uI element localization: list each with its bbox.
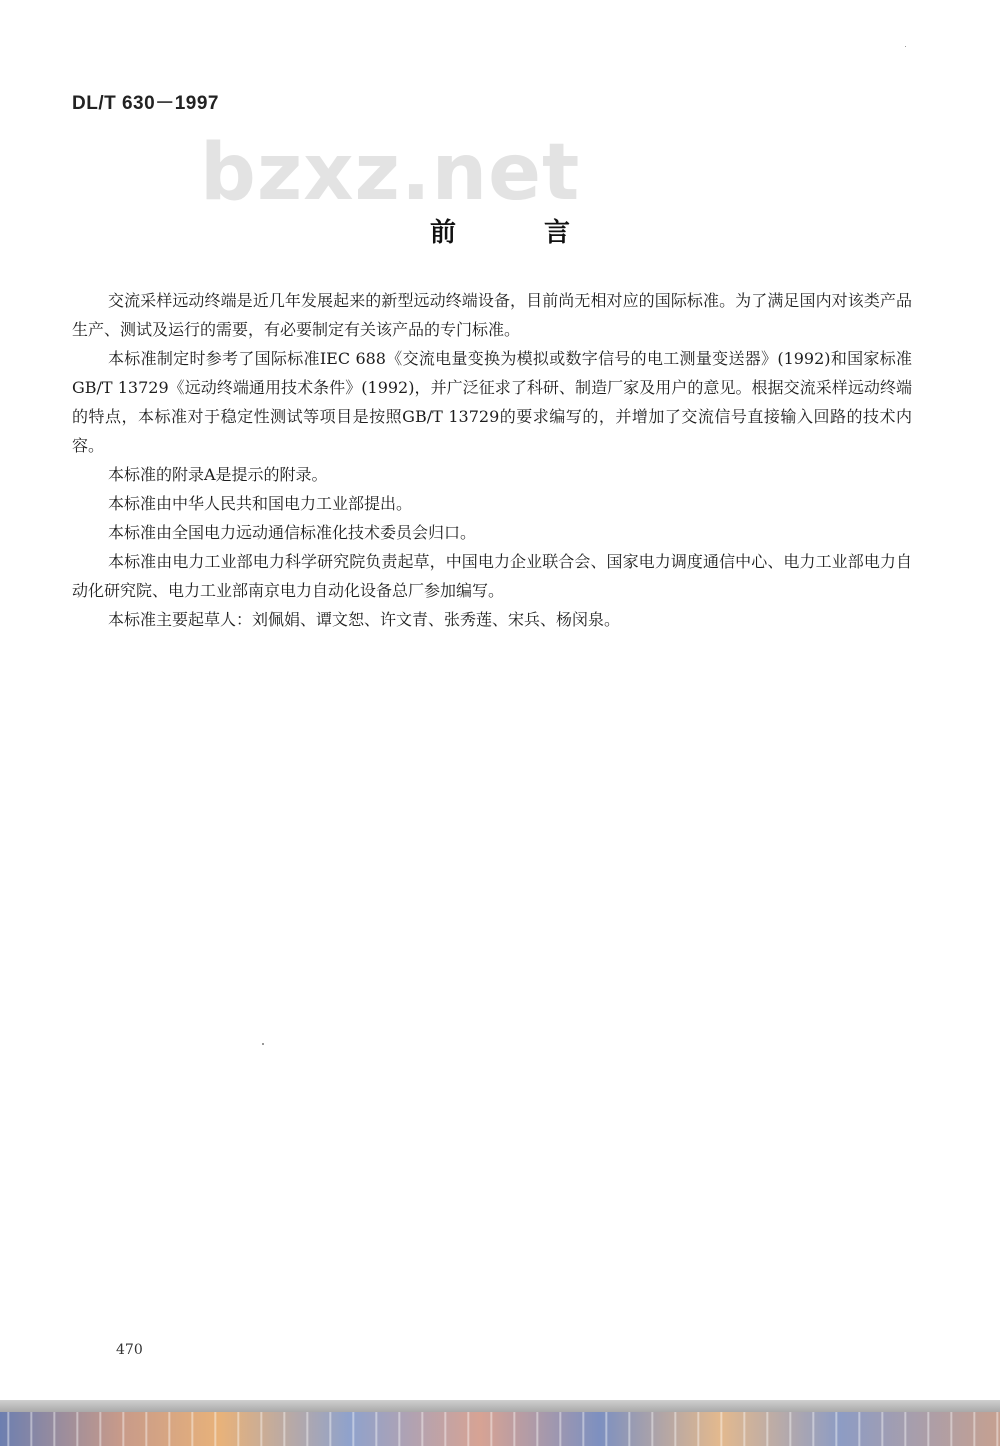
paragraph: 本标准的附录A是提示的附录。 xyxy=(108,465,328,484)
scan-speck xyxy=(905,46,906,47)
scan-edge-band xyxy=(0,1400,1000,1446)
title-char-2: 言 xyxy=(544,218,571,248)
title-char-1: 前 xyxy=(429,218,456,248)
paragraph: 本标准主要起草人：刘佩娟、谭文恕、许文青、张秀莲、宋兵、杨闵泉。 xyxy=(108,610,621,629)
paragraph: 本标准由中华人民共和国电力工业部提出。 xyxy=(108,494,413,513)
scan-speck xyxy=(262,1043,264,1045)
paragraph: 本标准由电力工业部电力科学研究院负责起草，中国电力企业联合会、国家电力调度通信中心、电力工业部电力自动化研究院、电力工业部南京电力自动化设备总厂参加编写。 xyxy=(72,552,912,600)
document-code: DL/T 630－1997 xyxy=(72,93,219,114)
page-title xyxy=(0,212,1000,249)
paragraph: 本标准制定时参考了国际标准IEC 688《交流电量变换为模拟或数字信号的电工测量变送器》(1992)和国家标准GB/T 13729《远动终端通用技术条件》(1992)，并广泛征求了科研、制造厂家及用户的意见。根据交流采样远动终端的特点，本标准对于稳定性测试等项目是按照GB/T 13729的要求编写的，并增加了交流信号直接输入回路的技术内容。 xyxy=(72,349,912,455)
foreword-body xyxy=(72,286,912,634)
paragraph: 本标准由全国电力远动通信标准化技术委员会归口。 xyxy=(108,523,477,542)
paragraph: 交流采样远动终端是近几年发展起来的新型远动终端设备，目前尚无相对应的国际标准。为了满足国内对该类产品生产、测试及运行的需要，有必要制定有关该产品的专门标准。 xyxy=(72,291,912,339)
watermark: bzxz.net xyxy=(200,128,581,218)
page-number: 470 xyxy=(116,1342,143,1358)
